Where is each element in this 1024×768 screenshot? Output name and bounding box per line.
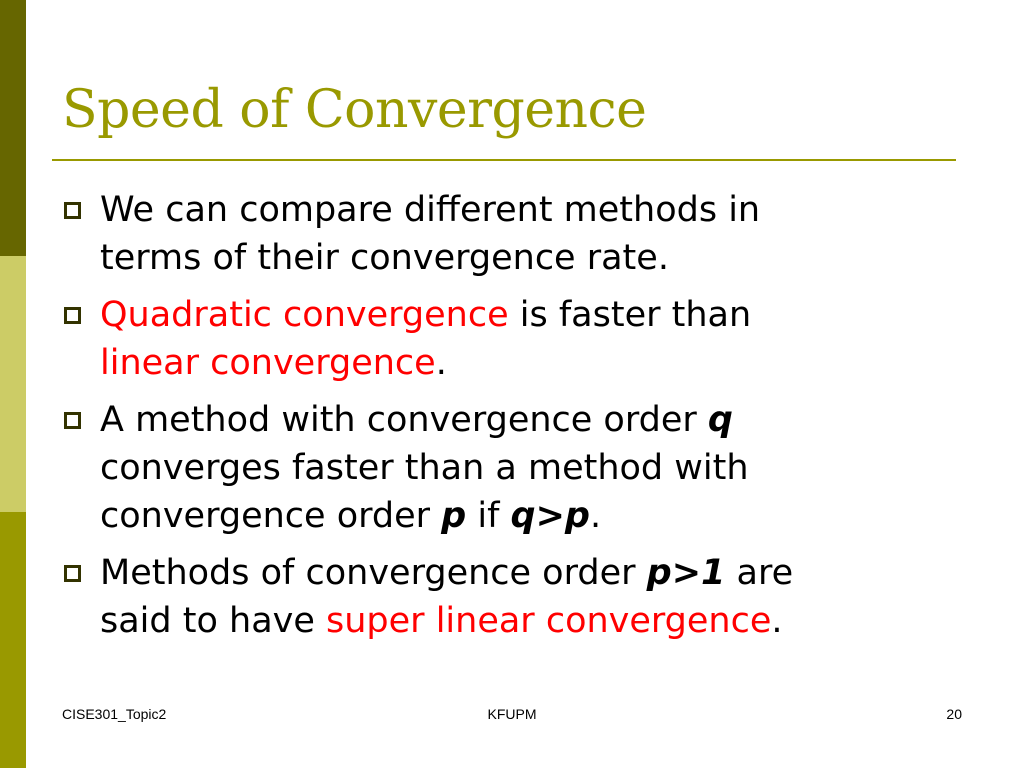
bullet-text-1 [100,186,962,282]
variable-q: q [707,400,733,440]
bullet-text-4 [100,549,962,645]
slide-title: Speed of Convergence [62,80,647,140]
bullet-3-text-c: if [466,496,511,536]
square-bullet-icon [64,412,81,429]
bullet-3-period: . [589,496,602,536]
variable-p: p [441,496,467,536]
square-bullet-icon [64,565,81,582]
square-bullet-icon [64,202,81,219]
bullet-1-line-2: terms of their convergence rate. [100,238,669,278]
bullet-3-line-3 [100,492,962,540]
bullet-3-text-b: convergence order [100,496,442,536]
bullet-2-line-1 [100,291,962,339]
bullet-text-3 [100,396,962,540]
bullet-2-period: . [435,343,447,383]
bullet-4-text-b: are [725,553,794,593]
highlight-quadratic-convergence: Quadratic convergence [100,295,509,335]
bullet-item-2 [62,291,962,387]
bullet-text-2 [100,291,962,387]
bullet-4-text-c: said to have [100,601,327,641]
bullet-item-3 [62,396,962,540]
bullet-4-line-2 [100,597,962,645]
highlight-super-linear-convergence: super linear convergence [326,601,772,641]
condition-q-greater-p: q>p [510,496,590,536]
bullet-list [62,186,962,654]
condition-p-greater-1: p>1 [646,553,726,593]
bullet-1-line-1: We can compare different methods in [100,190,761,230]
bullet-2-text: is faster than [508,295,752,335]
bullet-3-text-a: A method with convergence order [100,400,708,440]
bullet-3-line-2: converges faster than a method with [100,448,749,488]
footer-course-label: CISE301_Topic2 [62,706,167,722]
footer-institution: KFUPM [487,706,537,722]
square-bullet-icon [64,307,81,324]
bullet-4-period: . [771,601,783,641]
bullet-4-line-1 [100,549,962,597]
bullet-item-4 [62,549,962,645]
side-bar-middle [0,256,26,512]
bullet-item-1 [62,186,962,282]
title-underline [52,159,956,161]
side-bar-top [0,0,26,256]
bullet-2-line-2 [100,339,962,387]
slide-number: 20 [946,706,962,722]
side-bar-bottom [0,512,26,768]
bullet-4-text-a: Methods of convergence order [100,553,647,593]
highlight-linear-convergence: linear convergence [100,343,436,383]
bullet-3-line-1 [100,396,962,444]
